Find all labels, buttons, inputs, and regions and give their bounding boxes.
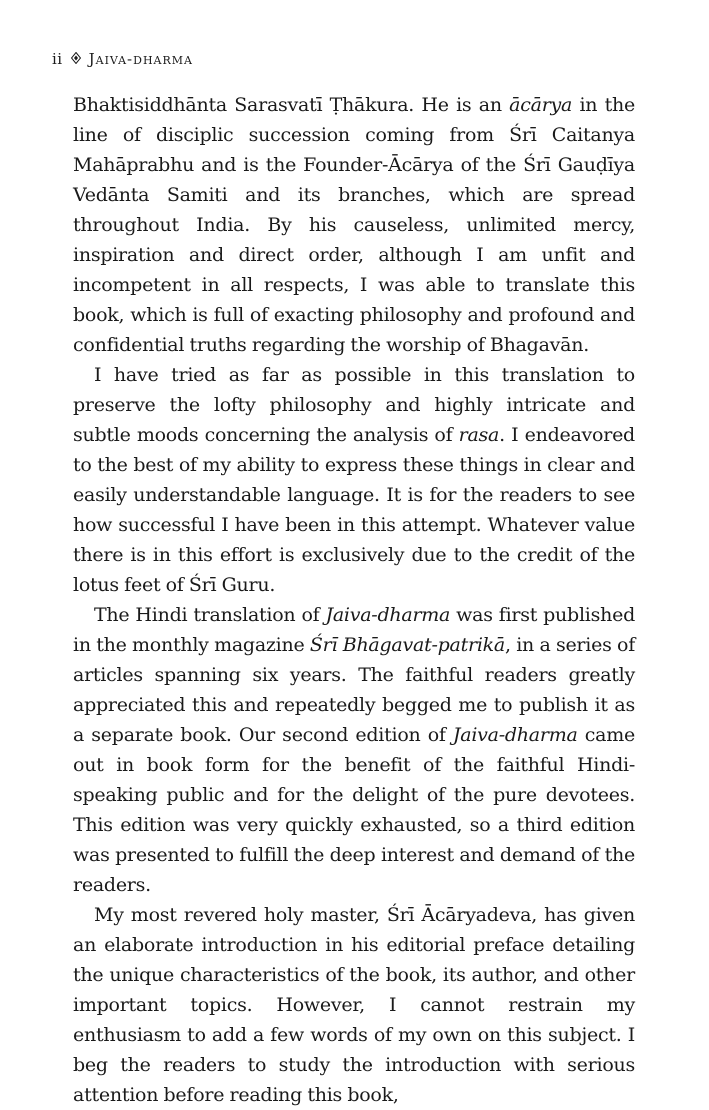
italic-term: Jaiva-dharma	[325, 604, 451, 626]
text-run: The Hindi translation of	[94, 604, 326, 626]
text-run: Bhaktisiddhānta Sarasvatī Ṭhākura. He is an	[73, 94, 510, 116]
body-text	[73, 90, 635, 1110]
page-number: ii	[52, 50, 63, 68]
text-run: My most revered holy master, Śrī Ācāryadeva, has given an elaborate introduction in his editorial preface detailing the unique characteristics of the book, its author, and other important topics. However, I cannot restrain my enthusiasm to add a few words of my own on this subject. I beg the readers to study the introduction with serious attention before reading this book,	[73, 904, 635, 1106]
text-run: was first published in the monthly magazine	[73, 604, 636, 656]
italic-term: ācārya	[509, 94, 573, 116]
text-run: . I endeavored to the best of my ability to express these things in clear and easily understandable language. It is for the readers to see how successful I have been in this attempt. Whatever value there is in this effort is exclusively due to the credit of the lotus feet of Śrī Guru.	[73, 424, 635, 596]
diamond-ornament-icon	[71, 52, 81, 66]
paragraph	[73, 900, 635, 1110]
italic-term: rasa	[458, 424, 500, 446]
text-run: , in a series of articles spanning six years. The faithful readers greatly appreciated this and repeatedly begged me to publish it as a separate book. Our second edition of	[73, 634, 635, 746]
paragraph	[73, 360, 635, 600]
text-run: came out in book form for the benefit of the faithful Hindi-speaking public and for the delight of the pure devotees. This edition was very quickly exhausted, so a third edition was presented to fulfill the deep interest and demand of the readers.	[73, 724, 635, 896]
italic-term: Jaiva-dharma	[452, 724, 578, 746]
paragraph	[73, 90, 635, 360]
text-run: in the line of disciplic succession coming from Śrī Caitanya Mahāprabhu and is the Founder-Ācārya of the Śrī Gauḍīya Vedānta Samiti and its branches, which are spread throughout India. By his causeless, unlimited mercy, inspiration and direct order, although I am unfit and incompetent in all respects, I was able to translate this book, which is full of exacting philosophy and profound and confidential truths regarding the worship of Bhagavān.	[73, 94, 635, 356]
book-title: Jaiva-dharma	[88, 50, 193, 68]
paragraph	[73, 600, 635, 900]
running-header	[52, 50, 193, 68]
italic-term: Śrī Bhāgavat-patrikā	[309, 634, 505, 656]
text-run: I have tried as far as possible in this translation to preserve the lofty philosophy and highly intricate and subtle moods concerning the analysis of	[73, 364, 635, 446]
